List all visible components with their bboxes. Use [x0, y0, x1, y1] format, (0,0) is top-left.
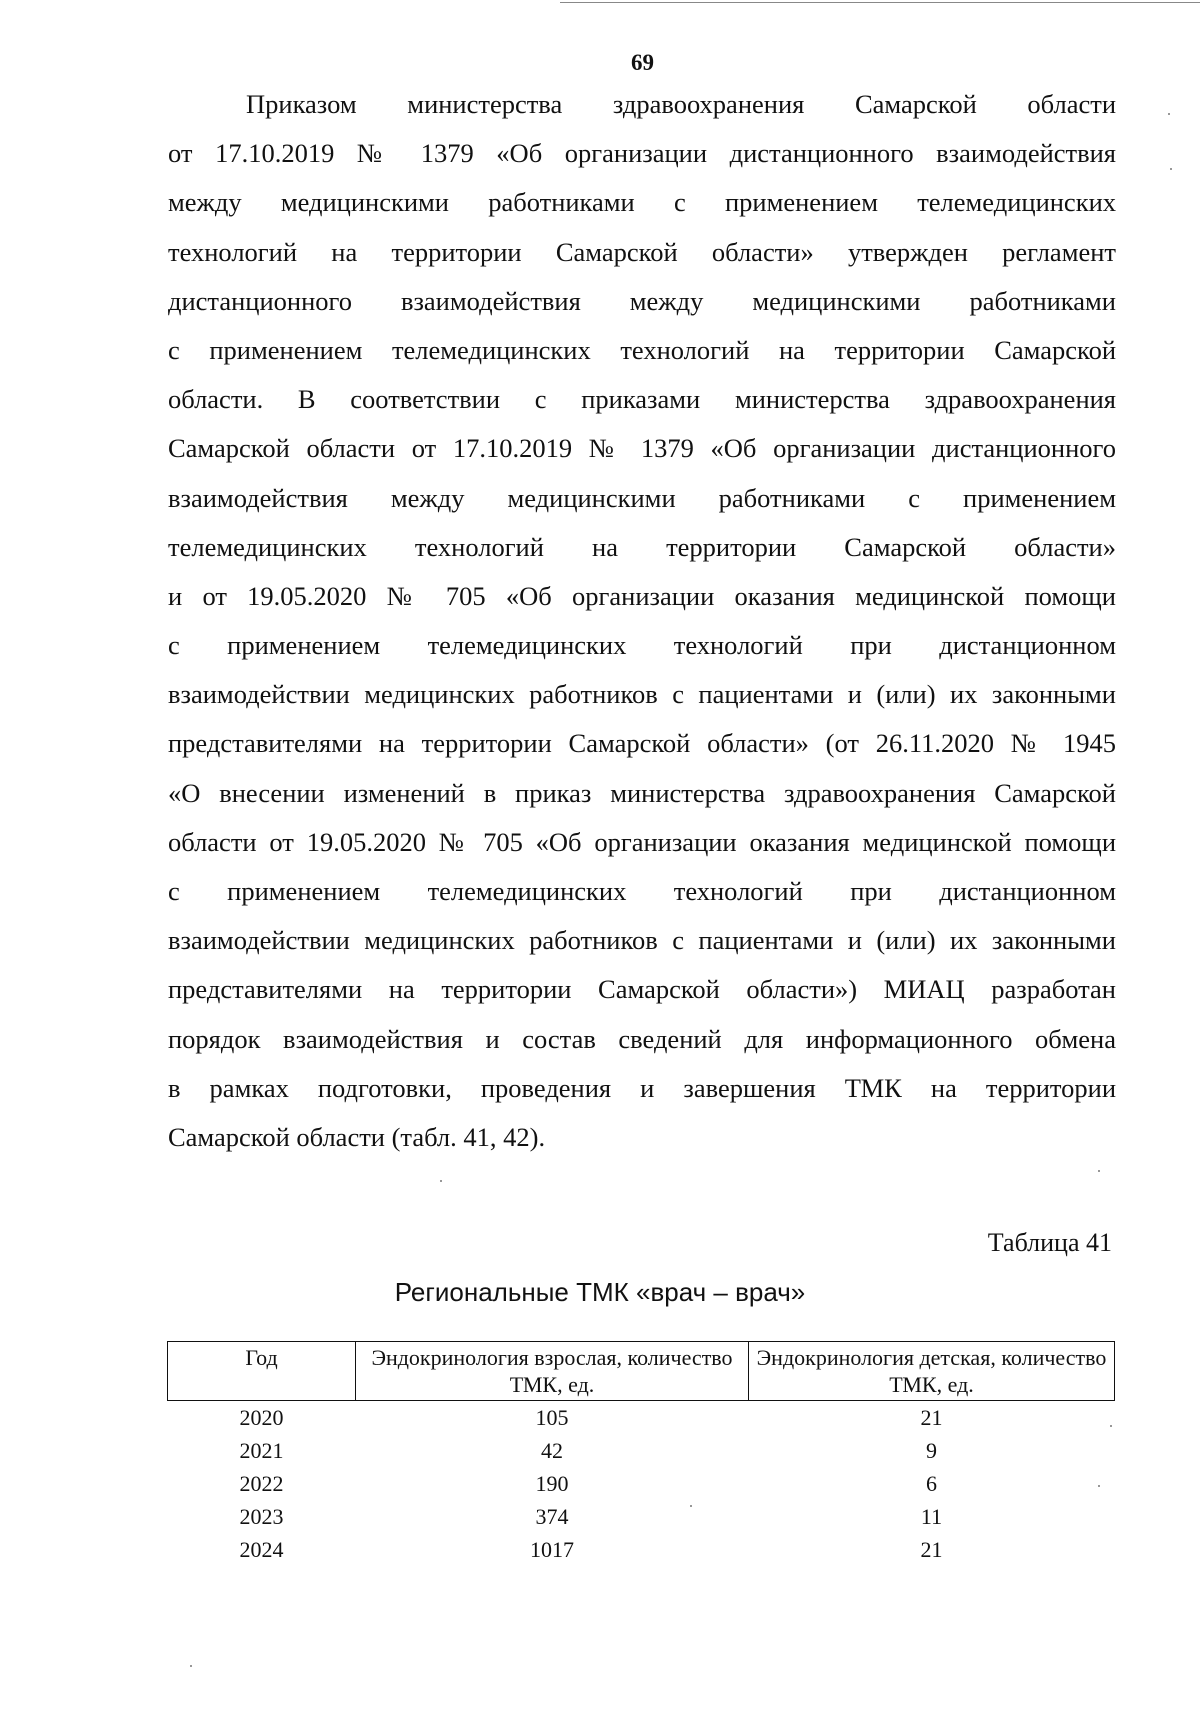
table-label: Таблица 41 [987, 1228, 1112, 1257]
adult-count-cell: 190 [535, 1471, 569, 1496]
body-line: с применением телемедицинских технологий при дистанционном [168, 630, 1116, 661]
scan-speck [1110, 1425, 1112, 1427]
year-cell: 2024 [239, 1537, 284, 1562]
body-line: технологий на территории Самарской области» утвержден регламент [168, 236, 1116, 267]
body-line: взаимодействия между медицинскими работниками с применением [168, 482, 1116, 513]
scan-speck [190, 1665, 192, 1667]
body-line: представителями на территории Самарской области») МИАЦ разработан [168, 974, 1116, 1005]
table-row [168, 1467, 1115, 1500]
scan-edge-line [560, 2, 1200, 3]
body-line: с применением телемедицинских технологий при дистанционном [168, 876, 1116, 906]
scan-speck [1168, 113, 1170, 115]
year-cell: 2022 [239, 1471, 284, 1496]
column-header-adult: Эндокринология взрослая, количество ТМК, ед. [356, 1342, 749, 1401]
body-line: «О внесении изменений в приказ министерства здравоохранения Самарской [168, 777, 1116, 808]
body-line: области от 19.05.2020 № 705 «Об организации оказания медицинской помощи [168, 826, 1116, 857]
adult-count-cell: 42 [541, 1438, 563, 1463]
body-line: телемедицинских технологий на территории Самарской области» [168, 531, 1116, 562]
body-line: с применением телемедицинских технологий на территории Самарской [168, 334, 1116, 365]
body-paragraph [168, 80, 1116, 1162]
body-line: области. В соответствии с приказами министерства здравоохранения [168, 384, 1116, 415]
table-row [168, 1500, 1115, 1533]
adult-count-cell: 1017 [530, 1537, 574, 1562]
adult-count-cell: 374 [535, 1504, 569, 1529]
year-cell: 2021 [239, 1438, 284, 1463]
table-row [168, 1533, 1115, 1566]
scan-speck [1098, 1170, 1100, 1172]
table-header-row [168, 1342, 1115, 1401]
child-count-cell: 6 [926, 1471, 937, 1496]
table-row [168, 1401, 1115, 1435]
body-line: от 17.10.2019 № 1379 «Об организации дистанционного взаимодействия [168, 138, 1116, 169]
child-count-cell: 9 [926, 1438, 937, 1463]
body-line: порядок взаимодействия и состав сведений для информационного обмена [168, 1023, 1116, 1054]
body-line: Самарской области от 17.10.2019 № 1379 «Об организации дистанционного [168, 433, 1116, 464]
adult-count-cell: 105 [535, 1405, 569, 1430]
year-cell: 2020 [239, 1405, 284, 1430]
page-number: 69 [631, 50, 654, 75]
column-header-year: Год [168, 1342, 356, 1401]
scan-speck [1098, 1485, 1100, 1487]
child-count-cell: 11 [920, 1504, 943, 1529]
year-cell: 2023 [239, 1504, 284, 1529]
body-line: и от 19.05.2020 № 705 «Об организации оказания медицинской помощи [168, 580, 1116, 611]
body-line: взаимодействии медицинских работников с пациентами и (или) их законными [168, 925, 1116, 956]
data-table [167, 1341, 1115, 1566]
body-line: представителями на территории Самарской области» (от 26.11.2020 № 1945 [168, 728, 1116, 759]
scan-speck [440, 1180, 442, 1182]
body-line: Приказом министерства здравоохранения Самарской области [246, 89, 1116, 119]
body-line: Самарской области (табл. 41, 42). [168, 1121, 546, 1152]
child-count-cell: 21 [920, 1537, 943, 1562]
child-count-cell: 21 [920, 1405, 943, 1430]
body-line: в рамках подготовки, проведения и завершения ТМК на территории [168, 1072, 1116, 1103]
body-line: дистанционного взаимодействия между медицинскими работниками [168, 285, 1116, 316]
table-row [168, 1434, 1115, 1467]
table-title: Региональные ТМК «врач – врач» [394, 1277, 806, 1307]
scan-speck [1170, 168, 1172, 170]
body-line: взаимодействии медицинских работников с пациентами и (или) их законными [168, 679, 1116, 710]
body-line: между медицинскими работниками с применением телемедицинских [168, 187, 1116, 218]
scan-speck [690, 1505, 692, 1507]
column-header-child: Эндокринология детская, количество ТМК, ед. [749, 1342, 1115, 1401]
